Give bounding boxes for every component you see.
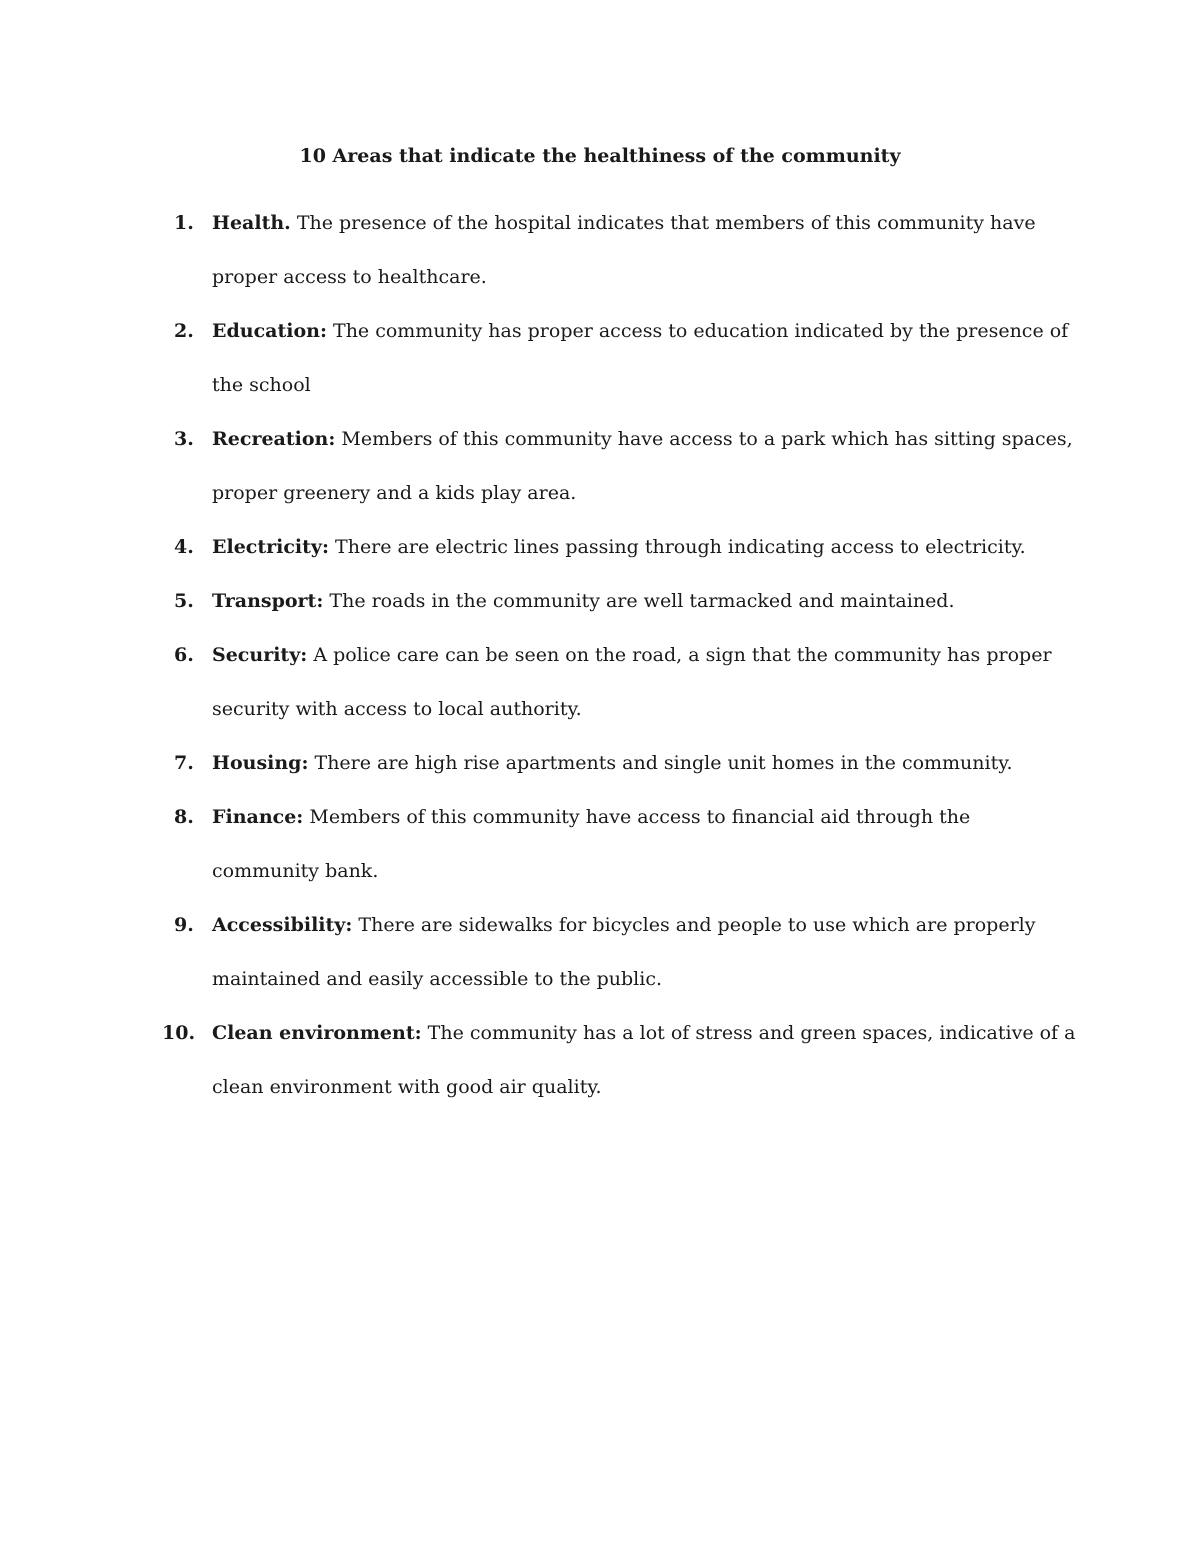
item-term: Transport: <box>212 590 324 612</box>
item-line <box>212 196 1072 250</box>
item-term: Electricity: <box>212 536 329 558</box>
item-text: The community has a lot of stress and green spaces, indicative of a <box>427 1022 1076 1044</box>
list-item <box>172 520 1072 574</box>
list-item <box>172 628 1072 736</box>
item-continuation: proper greenery and a kids play area. <box>212 482 577 504</box>
item-continuation: community bank. <box>212 860 379 882</box>
list-item <box>162 1006 1076 1114</box>
item-number: 3. <box>174 428 194 450</box>
list-item <box>172 574 1072 628</box>
item-line <box>212 520 1072 574</box>
item-text: There are sidewalks for bicycles and people to use which are properly <box>358 914 1036 936</box>
list-item <box>172 412 1072 520</box>
item-line <box>212 736 1072 790</box>
item-term: Security: <box>212 644 308 666</box>
item-text: There are electric lines passing through indicating access to electricity. <box>335 536 1026 558</box>
item-text: The community has proper access to education indicated by the presence of <box>333 320 1069 342</box>
list-item <box>172 736 1072 790</box>
item-number: 8. <box>174 806 194 828</box>
list-item <box>172 790 1072 898</box>
item-line <box>212 574 1072 628</box>
item-text: Members of this community have access to financial aid through the <box>309 806 971 828</box>
item-number: 10. <box>162 1022 196 1044</box>
item-continuation: the school <box>212 374 311 396</box>
item-number: 7. <box>174 752 194 774</box>
item-line <box>212 1006 1076 1060</box>
item-line <box>212 898 1072 952</box>
item-number: 4. <box>174 536 194 558</box>
item-term: Housing: <box>212 752 309 774</box>
item-text: A police care can be seen on the road, a sign that the community has proper <box>313 644 1052 666</box>
item-number: 2. <box>174 320 194 342</box>
item-text: The presence of the hospital indicates that members of this community have <box>296 212 1036 234</box>
item-line <box>212 790 1072 844</box>
item-text: Members of this community have access to a park which has sitting spaces, <box>341 428 1073 450</box>
item-number: 6. <box>174 644 194 666</box>
list-item <box>172 304 1072 412</box>
item-text: The roads in the community are well tarmacked and maintained. <box>329 590 955 612</box>
item-number: 9. <box>174 914 194 936</box>
item-line <box>212 412 1072 466</box>
item-continuation: clean environment with good air quality. <box>212 1076 602 1098</box>
item-term: Accessibility: <box>212 914 353 936</box>
areas-list <box>162 196 1076 1114</box>
item-number: 1. <box>174 212 194 234</box>
item-continuation: maintained and easily accessible to the public. <box>212 968 663 990</box>
item-text: There are high rise apartments and single unit homes in the community. <box>314 752 1013 774</box>
item-number: 5. <box>174 590 194 612</box>
item-term: Finance: <box>212 806 304 828</box>
item-continuation: security with access to local authority. <box>212 698 582 720</box>
list-item <box>172 196 1072 304</box>
list-item <box>172 898 1072 1006</box>
document-title: 10 Areas that indicate the healthiness of the community <box>299 145 901 167</box>
item-term: Health. <box>212 212 291 234</box>
item-term: Clean environment: <box>212 1022 422 1044</box>
item-line <box>212 628 1072 682</box>
item-line <box>212 304 1072 358</box>
item-term: Recreation: <box>212 428 336 450</box>
item-term: Education: <box>212 320 327 342</box>
item-continuation: proper access to healthcare. <box>212 266 487 288</box>
